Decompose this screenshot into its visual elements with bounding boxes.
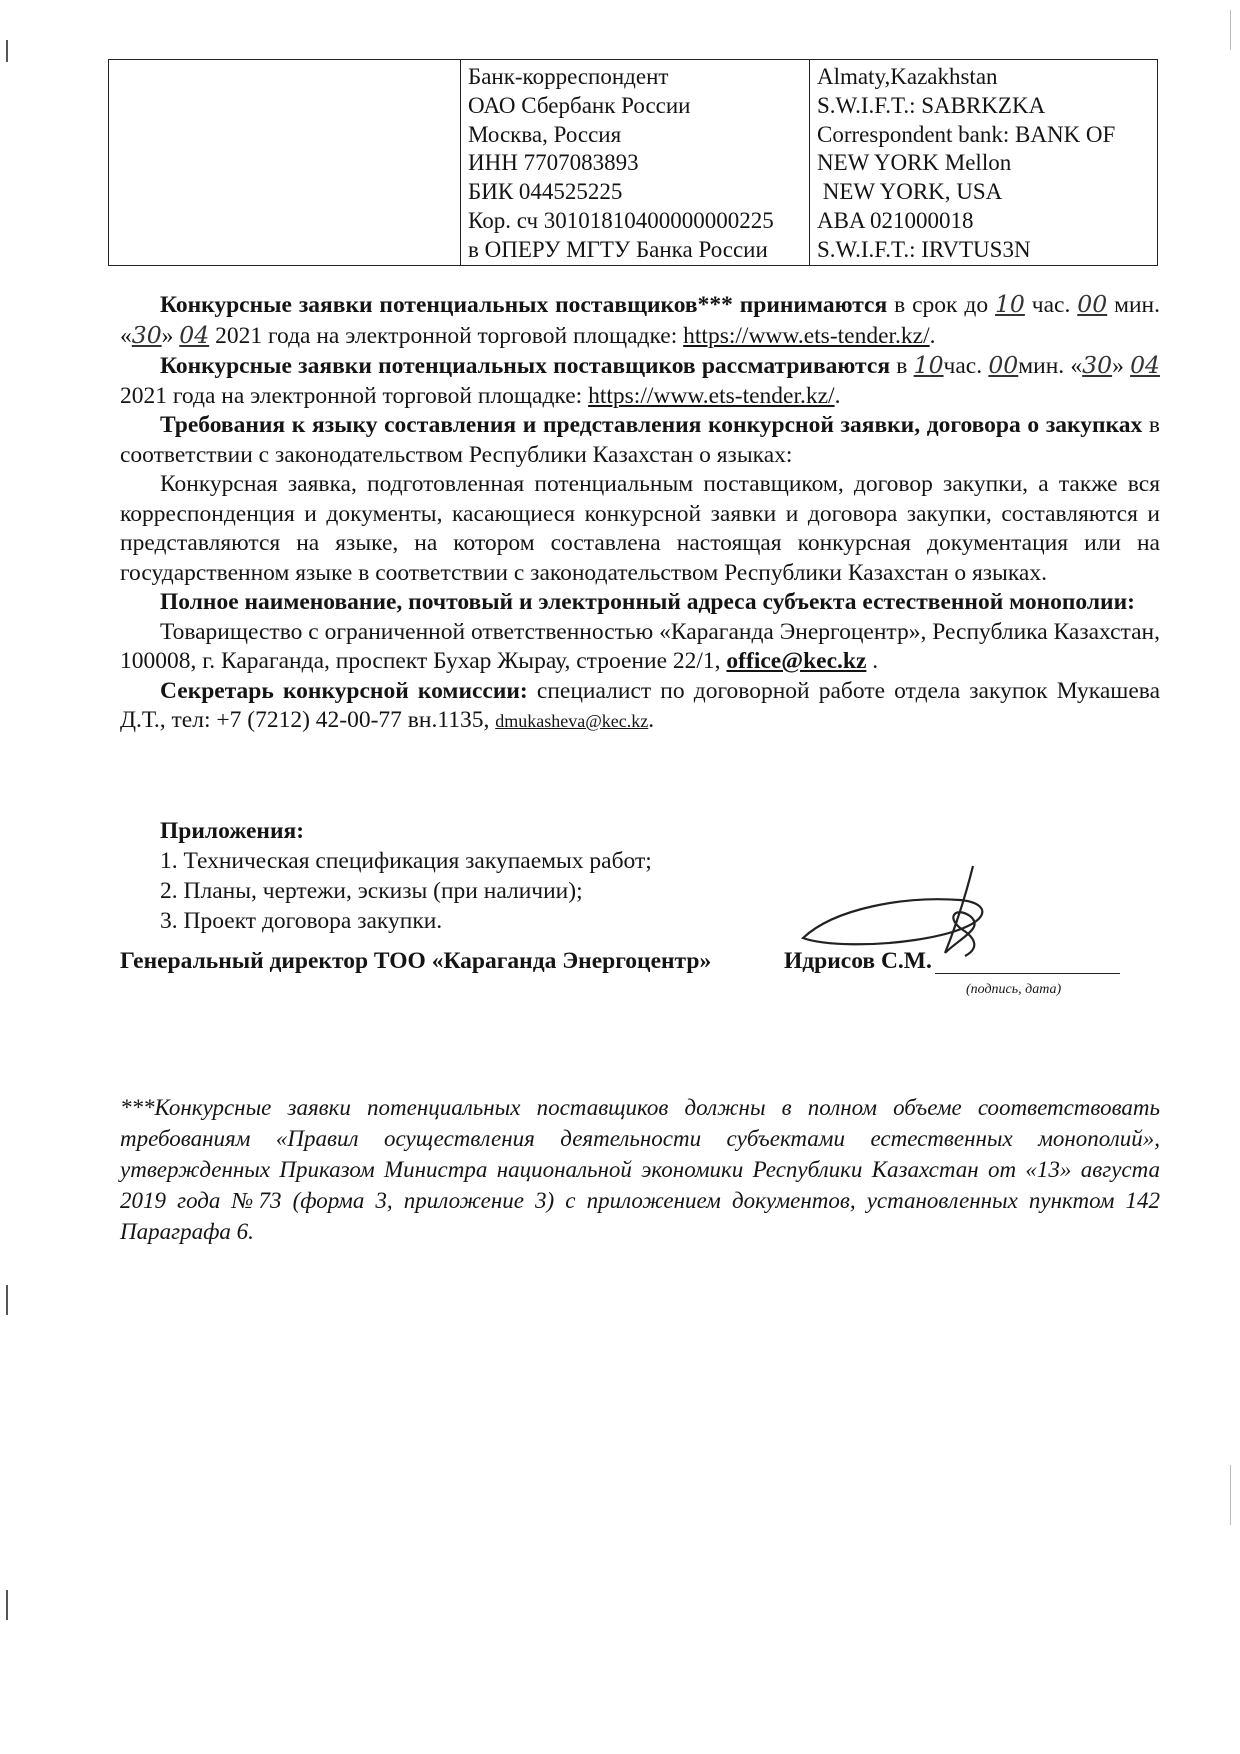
text: час.: [1024, 292, 1078, 318]
text: .: [866, 648, 879, 674]
ets-tender-link[interactable]: https://www.ets-tender.kz/: [683, 322, 930, 349]
bold-text: принимаются: [732, 292, 888, 318]
text: .: [834, 382, 841, 409]
monopoly-name-heading: [120, 588, 1160, 618]
scan-edge-mark: [1230, 10, 1231, 50]
bold-text: Полное наименование, почтовый и электронный адреса субъекта естественной монополии:: [160, 589, 1135, 615]
bid-acceptance-paragraph: [120, 290, 1160, 351]
document-body: [120, 290, 1160, 737]
text: .: [929, 322, 936, 349]
cell-line: Correspondent bank: BANK OF: [817, 121, 1116, 147]
text: »: [161, 322, 180, 349]
cell-line: Москва, Россия: [468, 121, 622, 147]
handwritten-month: 04: [1130, 351, 1160, 379]
handwritten-hour: 10: [994, 290, 1025, 318]
correspondent-bank-en-cell: [810, 60, 1158, 266]
cell-line: в ОПЕРУ МГТУ Банка России: [468, 236, 768, 262]
bold-text: Конкурсные заявки потенциальных поставщиков***: [160, 292, 733, 318]
text: в: [890, 353, 914, 379]
bold-text: Конкурсные заявки потенциальных поставщиков рассматриваются: [160, 353, 891, 379]
cell-line: Almaty,Kazakhstan: [817, 64, 998, 89]
handwritten-minutes: 00: [988, 351, 1019, 379]
cell-line: NEW YORK, USA: [817, 179, 1003, 205]
cell-line: S.W.I.F.T.: IRVTUS3N: [817, 236, 1031, 262]
text: в соответствии с законодательством Республики Казахстан о языках:: [120, 412, 1160, 468]
handwritten-day: 30: [131, 320, 162, 349]
cell-line: S.W.I.F.T.: SABRKZKA: [817, 92, 1046, 118]
scan-edge-mark: [6, 40, 8, 62]
correspondent-bank-ru-cell: [461, 60, 810, 266]
handwritten-month: 04: [179, 320, 210, 349]
company-address-paragraph: [120, 618, 1160, 677]
scan-edge-mark: [1230, 1465, 1231, 1525]
cell-line: ИНН 7707083893: [468, 150, 639, 176]
text: »: [1112, 353, 1131, 379]
list-item: 2. Планы, чертежи, эскизы (при наличии);: [160, 878, 583, 904]
text: 2021 года на электронной торговой площадке:: [120, 382, 589, 409]
cell-line: ABA 021000018: [817, 207, 974, 233]
scan-edge-mark: [6, 1590, 8, 1620]
cell-line: Банк-корреспондент: [468, 64, 669, 89]
handwritten-hour: 10: [913, 351, 944, 379]
cell-line: NEW YORK Mellon: [817, 150, 1012, 176]
secretary-email-link[interactable]: dmukasheva@kec.kz: [495, 711, 649, 731]
text: .: [648, 707, 655, 733]
scan-edge-mark: [6, 1285, 8, 1315]
bold-text: Секретарь конкурсной комиссии:: [160, 677, 528, 704]
empty-cell: [109, 60, 461, 266]
cell-line: Кор. сч 30101810400000000225: [468, 207, 774, 233]
text: в срок до: [887, 292, 995, 318]
cell-line: ОАО Сбербанк России: [468, 92, 691, 118]
list-item: 1. Техническая спецификация закупаемых работ;: [160, 848, 652, 874]
attachments-list: [160, 816, 652, 936]
text: Конкурсная заявка, подготовленная потенциальным поставщиком, договор закупки, а также вся корреспонденция и документы, касающиеся конкурсной заявки и договора закупки, составляются и представляются на языке, на котором составлена настоящая конкурсная документация или на государственном языке в соответствии с законодательством Республики Казахстан о языках.: [120, 471, 1160, 586]
bank-details-table: [108, 59, 1158, 266]
footnote-text: ***Конкурсные заявки потенциальных поставщиков должны в полном объеме соответствовать требованиям «Правил осуществления деятельности субъектами естественных монополий», утвержденных Приказом Министра национальной экономики Республики Казахстан от «13» августа 2019 года №73 (форма 3, приложение 3) с приложением документов, установленных пунктом 142 Параграфа 6.: [120, 1095, 1160, 1244]
director-position: Генеральный директор ТОО «Караганда Энергоцентр»: [120, 948, 712, 974]
footnote: [120, 1092, 1160, 1247]
cell-line: БИК 044525225: [468, 179, 623, 205]
signature-block: [120, 948, 1160, 975]
ets-tender-link[interactable]: https://www.ets-tender.kz/: [588, 382, 835, 409]
text: мин. «: [120, 292, 1160, 349]
signature-underline: [935, 973, 1120, 974]
text: мин. «: [1018, 353, 1083, 379]
text: Товарищество с ограниченной ответственностью «Караганда Энергоцентр», Республика Казахстан, 100008, г. Караганда, проспект Бухар Жырау, строение 22/1,: [120, 618, 1160, 674]
text: 2021 года на электронной торговой площадке:: [209, 322, 684, 349]
office-email-link[interactable]: office@kec.kz: [726, 648, 867, 674]
bid-review-paragraph: [120, 351, 1160, 411]
list-item: 3. Проект договора закупки.: [160, 908, 443, 934]
table-row: [109, 60, 1158, 266]
bold-text: Требования к языку составления и представления конкурсной заявки, договора о закупках: [160, 412, 1143, 438]
signature-caption: (подпись, дата): [966, 982, 1062, 997]
language-details-paragraph: [120, 470, 1160, 588]
language-requirements-paragraph: [120, 411, 1160, 470]
director-name: Идрисов С.М.: [784, 948, 932, 974]
text: час.: [943, 353, 989, 379]
handwritten-day: 30: [1082, 351, 1113, 379]
attachments-title: Приложения:: [160, 818, 305, 844]
text: специалист по договорной работе отдела закупок Мукашева Д.Т., тел: +7 (7212) 42-00-77 вн.1135,: [120, 677, 1160, 733]
commission-secretary-paragraph: [120, 677, 1160, 737]
handwritten-minutes: 00: [1077, 290, 1108, 318]
